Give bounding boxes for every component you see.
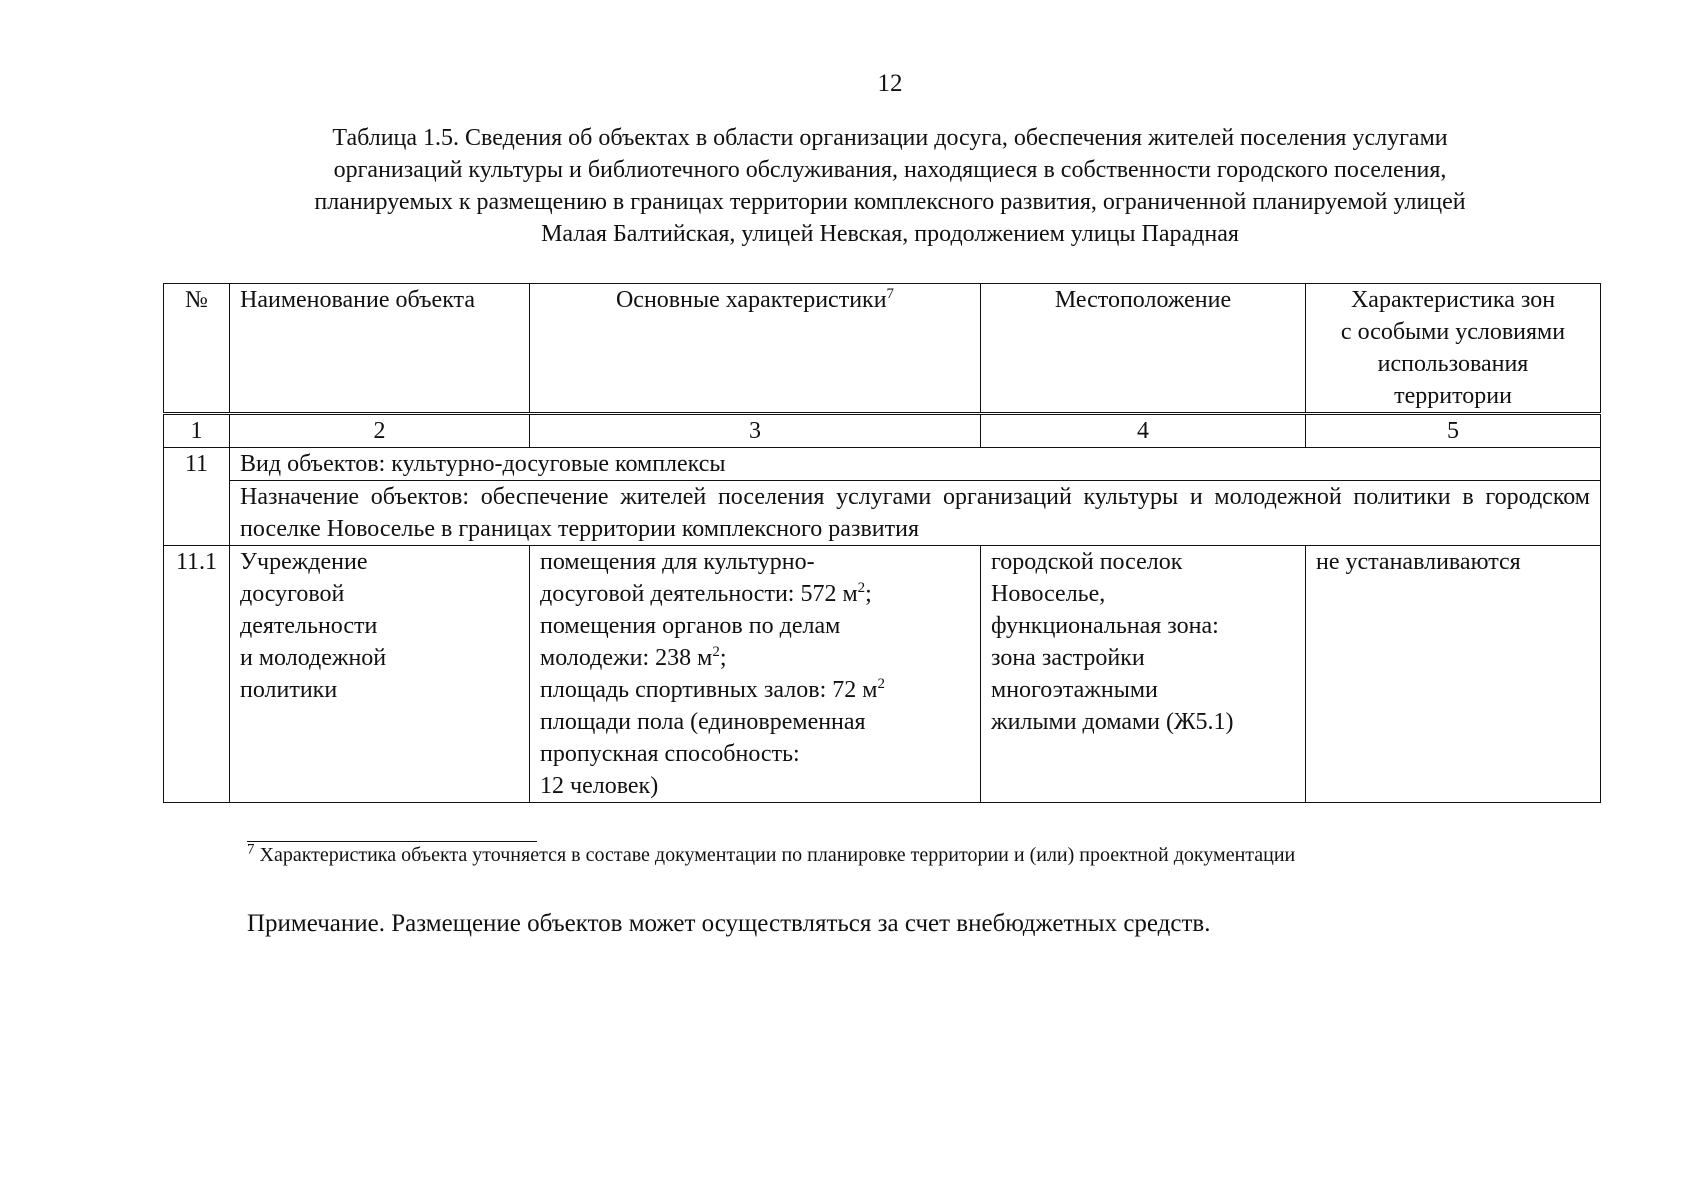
header-characteristics xyxy=(530,284,981,414)
footnote-ref: 7 xyxy=(886,286,895,302)
objects-table xyxy=(163,283,1601,803)
row-num: 11.1 xyxy=(164,546,230,803)
header-zones xyxy=(1306,284,1601,414)
characteristics-line: помещения органов по делам xyxy=(540,613,841,639)
caption-line: планируемых к размещению в границах территории комплексного развития, ограниченной планируемой улицей xyxy=(314,189,1466,215)
group-purpose: Назначение объектов: обеспечение жителей поселения услугами организаций культуры и молодежной политики в городском поселке Новоселье в границах территории комплексного развития xyxy=(230,481,1601,546)
superscript: 2 xyxy=(857,580,866,596)
footnote xyxy=(247,842,1647,868)
characteristics-line: помещения для культурно- xyxy=(540,549,815,575)
group-num: 11 xyxy=(164,448,230,546)
footnote-mark: 7 xyxy=(247,841,255,858)
characteristics-line xyxy=(540,578,970,610)
group-purpose-row xyxy=(164,481,1601,546)
row-location xyxy=(981,546,1306,803)
note: Примечание. Размещение объектов может осуществляться за счет внебюджетных средств. xyxy=(247,910,1211,937)
characteristics-text: досуговой деятельности: 572 м xyxy=(540,581,858,607)
header-name: Наименование объекта xyxy=(230,284,530,414)
header-row xyxy=(164,284,1601,414)
header-zones-line: с особыми условиями xyxy=(1340,319,1566,345)
characteristics-text: молодежи: 238 м xyxy=(540,645,713,671)
page-number: 12 xyxy=(877,70,903,97)
row-zones: не устанавливаются xyxy=(1306,546,1601,803)
location-line: жилыми домами (Ж5.1) xyxy=(991,709,1234,735)
caption-line: организаций культуры и библиотечного обслуживания, находящиеся в собственности городского поселения, xyxy=(333,157,1447,183)
row-name-line: досуговой xyxy=(240,581,345,607)
column-number: 1 xyxy=(164,414,230,448)
characteristics-line xyxy=(540,674,970,706)
caption-line: Малая Балтийская, улицей Невская, продолжением улицы Парадная xyxy=(541,221,1239,247)
row-name-line: деятельности xyxy=(240,613,378,639)
column-number: 4 xyxy=(981,414,1306,448)
column-number: 2 xyxy=(230,414,530,448)
header-zones-line: территории xyxy=(1394,383,1512,409)
column-numbers-row xyxy=(164,414,1601,448)
caption-line: Таблица 1.5. Сведения об объектах в области организации досуга, обеспечения жителей поселения услугами xyxy=(332,125,1448,151)
header-zones-line: Характеристика зон xyxy=(1350,287,1556,313)
header-location: Местоположение xyxy=(981,284,1306,414)
row-name xyxy=(230,546,530,803)
location-line: функциональная зона: xyxy=(991,613,1219,639)
location-line: зона застройки xyxy=(991,645,1145,671)
header-num: № xyxy=(164,284,230,414)
column-number: 3 xyxy=(530,414,981,448)
header-zones-line: использования xyxy=(1377,351,1529,377)
row-name-line: и молодежной xyxy=(240,645,387,671)
header-characteristics-text: Основные характеристики xyxy=(615,287,887,313)
location-line: Новоселье, xyxy=(991,581,1106,607)
group-kind-row xyxy=(164,448,1601,481)
column-number: 5 xyxy=(1306,414,1601,448)
characteristics-line: пропускная способность: xyxy=(540,741,800,767)
characteristics-text: площадь спортивных залов: 72 м xyxy=(540,677,878,703)
footnote-text: Характеристика объекта уточняется в составе документации по планировке территории и (или) проектной документации xyxy=(254,844,1296,866)
characteristics-line xyxy=(540,642,970,674)
row-name-line: политики xyxy=(240,677,338,703)
characteristics-line: площади пола (единовременная xyxy=(540,709,866,735)
row-name-line: Учреждение xyxy=(240,549,368,575)
location-line: городской поселок xyxy=(991,549,1183,575)
row-characteristics xyxy=(530,546,981,803)
superscript: 2 xyxy=(712,644,720,660)
characteristics-text: ; xyxy=(719,645,727,671)
superscript: 2 xyxy=(877,676,885,692)
table-row xyxy=(164,546,1601,803)
characteristics-line: 12 человек) xyxy=(540,773,659,799)
group-kind: Вид объектов: культурно-досуговые комплексы xyxy=(230,448,1601,481)
characteristics-text: ; xyxy=(865,581,872,607)
table-caption xyxy=(195,122,1585,250)
location-line: многоэтажными xyxy=(991,677,1158,703)
